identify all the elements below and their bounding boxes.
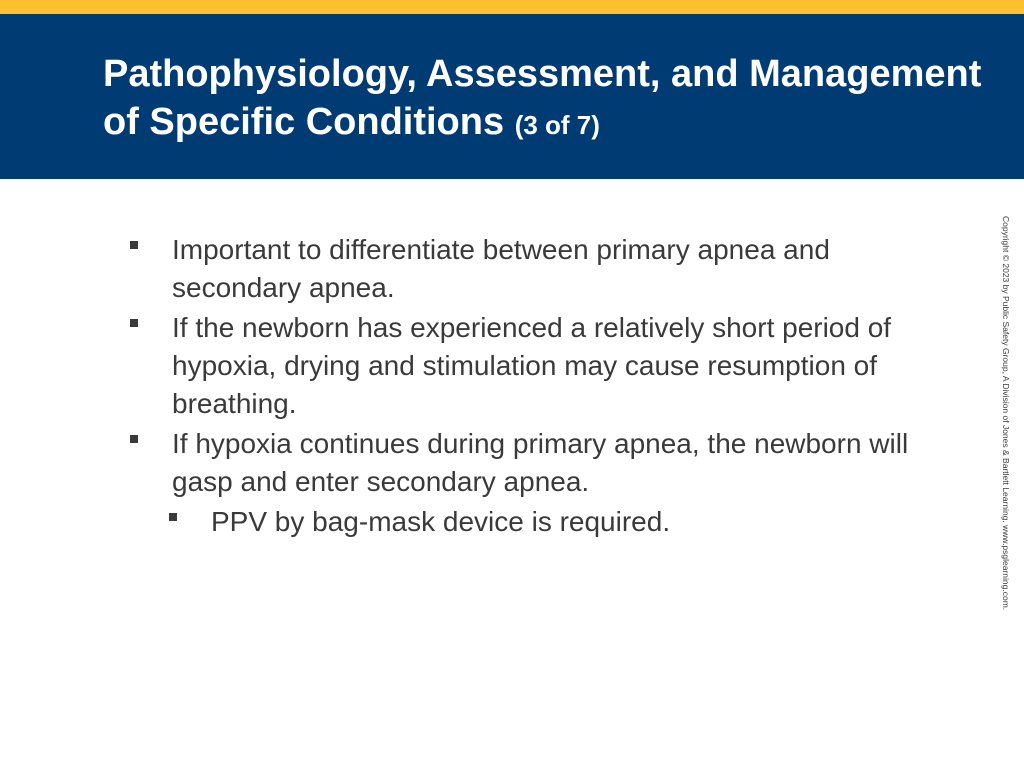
bullet-text: If the newborn has experienced a relatively short period of hypoxia, drying and stimulation may cause resumption of breathing. [172,312,892,419]
square-bullet-icon [130,319,138,327]
sub-bullet-item [169,503,930,541]
slide-title-main: Pathophysiology, Assessment, and Management of Specific Conditions [103,53,982,143]
bullet-item [130,425,930,501]
bullet-text: Important to differentiate between primary apnea and secondary apnea. [172,234,830,303]
accent-stripe [0,0,1024,14]
slide-title [103,50,1024,149]
bullet-item [130,231,930,307]
bullet-text: PPV by bag-mask device is required. [211,506,671,537]
square-bullet-icon [130,435,138,443]
copyright-notice: Copyright © 2023 by Public Safety Group, A Division of Jones & Bartlett Learning. www.psglearning.com. [1001,216,1011,611]
bullet-list [130,231,930,543]
square-bullet-icon [130,241,138,249]
slide-title-suffix: (3 of 7) [514,110,600,140]
square-bullet-icon [169,513,177,521]
bullet-item [130,309,930,423]
bullet-text: If hypoxia continues during primary apnea, the newborn will gasp and enter secondary apnea. [172,428,909,497]
